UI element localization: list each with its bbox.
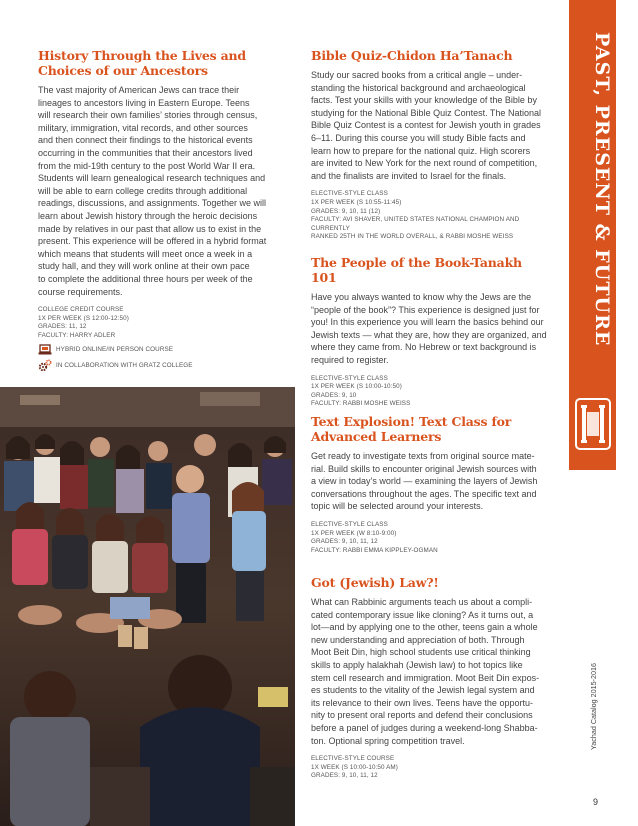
right-column	[311, 48, 551, 781]
article-history-ancestors	[38, 48, 276, 372]
article-title: Got (Jewish) Law?!	[311, 575, 439, 590]
section-title: PAST, PRESENT & FUTURE	[591, 32, 613, 347]
catalog-label: Yachad Catalog 2015-2016	[589, 663, 598, 750]
page-number: 9	[593, 797, 599, 807]
gears-icon	[38, 359, 52, 372]
students-group-photo	[0, 387, 295, 826]
article-body: Get ready to investigate texts from original source mate- rial. Build skills to encounter original Jewish sources with a view in today’s world — examining the layers of Jewish conversations throughout the ages. The specific text and topic will be selected around your interests.	[311, 451, 538, 512]
article-body: What can Rabbinic arguments teach us about a compli- cated contemporary issue like cloning? As it turns out, a lot—and by applying one to the other, teens gain a whole new understanding and appreciation of both. Through Moot Beit Din, high school students use critical thinking skills to apply halakhah (Jewish law) to hot topics like stem cell research and immigration. Moot Beit Din expos- es students to the vitality of the Jewish legal system and its relevance to their own lives. Teens have the opportu- nity to present oral reports and defend their conclusions before a panel of judges during a weekend-long Shabba- ton. Optional spring competition travel.	[311, 597, 540, 746]
article-body: Study our sacred books from a critical angle – under- standing the historical background and archaeological facts. Test your skills with your knowledge of the Bible by studying for the National Bible Quiz Contest. The National Bible Quiz Contest is a contest for Jewish youth in grades 6–11. During this course you will study Bible facts and learn how to prepare for the national quiz. High scorers are invited to New York for the next round of competition, and the finalists are invited to Israel for the finals.	[311, 70, 541, 181]
course-meta: ELECTIVE-STYLE CLASS 1X PER WEEK (S 10:55-11:45) GRADES: 9, 10, 11 (12) FACULTY: AVI SHAVER, UNITED STATES NATIONAL CHAMPION AND CURRENTLY RANKED 25TH IN THE WORLD OVERALL, & RABBI MOSHE WEISS	[311, 190, 520, 241]
article-body: Have you always wanted to know why the Jews are the “people of the book”? This experience is designed just for you! In this experience you will learn the basics behind our Jewish texts — what they are, how they are organized, and where they came from. No Hebrew or text background is required to register.	[311, 292, 547, 365]
article-title: The People of the Book-Tanakh 101	[311, 255, 522, 285]
course-meta: ELECTIVE-STYLE CLASS 1X PER WEEK (S 10:00-10:50) GRADES: 9, 10 FACULTY: RABBI MOSHE WEISS	[311, 374, 411, 408]
article-title: Text Explosion! Text Class for Advanced Learners	[311, 414, 512, 444]
course-meta: ELECTIVE-STYLE CLASS 1X PER WEEK (W 8:10-9:00) GRADES: 9, 10, 11, 12 FACULTY: RABBI EMMA KIPPLEY-OGMAN	[311, 520, 438, 554]
hybrid-course-note: HYBRID ONLINE/IN PERSON COURSE	[38, 343, 276, 356]
section-band	[569, 0, 616, 470]
laptop-icon	[38, 343, 52, 356]
torah-scroll-icon	[575, 398, 611, 450]
article-body: The vast majority of American Jews can trace their lineages to ancestors living in Eastern Europe. Teens will research their own families’ stories through census, military, immigration, vital records, and other sources and then connect their findings to the historical events occurring in the communities that their ancestors lived from the mid-19th century to the post World War II era. Students will learn genealogical research techniques and will be able to earn college credits through additional readings, discussions, and assignments. Together we will learn about Jewish history through the heroic decisions made by relatives in our past that allow us to exist in the present. This experience will be offered in a hybrid format which means that students will meet once a week in a study hall, and they will work online at their own pace to complete the additional three hours per week of the course requirements.	[38, 85, 267, 297]
article-title: Bible Quiz-Chidon Ha’Tanach	[311, 48, 513, 63]
article-title: History Through the Lives and Choices of our Ancestors	[38, 48, 246, 78]
article-text-explosion	[311, 414, 551, 575]
course-meta: ELECTIVE-STYLE COURSE 1X WEEK (S 10:00-10:50 AM) GRADES: 9, 10, 11, 12	[311, 755, 398, 780]
course-meta: COLLEGE CREDIT COURSE 1X PER WEEK (S 12:00-12:50) GRADES: 11, 12 FACULTY: HARRY ADLER	[38, 306, 129, 339]
article-jewish-law	[311, 575, 551, 781]
article-tanakh-101	[311, 255, 551, 414]
article-bible-quiz	[311, 48, 551, 255]
left-column	[38, 48, 276, 372]
section-sidebar	[569, 0, 638, 826]
collaboration-note: IN COLLABORATION WITH GRATZ COLLEGE	[38, 359, 276, 372]
photo-illustration	[0, 387, 295, 826]
